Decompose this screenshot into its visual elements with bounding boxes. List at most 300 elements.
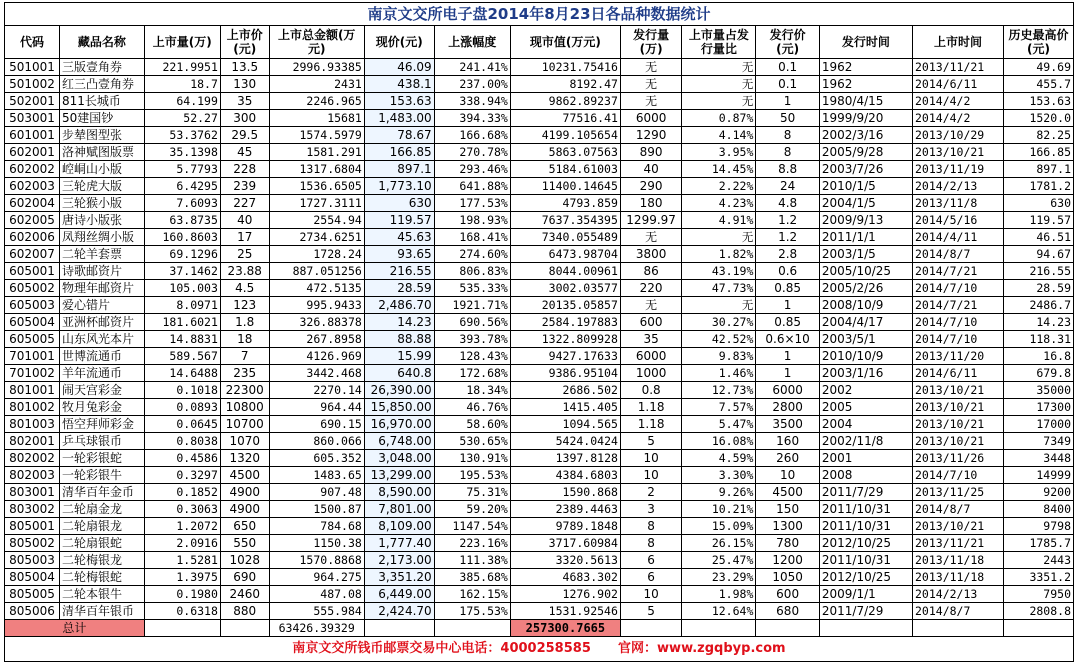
table-cell: 16.8: [1004, 348, 1074, 365]
table-row: [5, 365, 1074, 382]
table-cell: 4900: [220, 501, 269, 518]
table-cell: 1.98%: [682, 586, 756, 603]
table-cell: 1317.6804: [269, 161, 364, 178]
table-cell: 二轮扇银龙: [60, 518, 145, 535]
table-cell: 501002: [5, 76, 60, 93]
table-cell: 8,590.00: [364, 484, 434, 501]
table-cell: 806.83%: [434, 263, 510, 280]
table-cell: 221.9951: [144, 59, 220, 76]
table-cell: 14.45%: [682, 161, 756, 178]
table-cell: 2002/11/8: [819, 433, 912, 450]
column-header: 代码: [5, 26, 60, 59]
table-cell: 77516.41: [510, 110, 620, 127]
table-cell: 0.85: [756, 314, 820, 331]
table-cell: 唐诗小版张: [60, 212, 145, 229]
table-cell: 52.27: [144, 110, 220, 127]
table-cell: 1276.902: [510, 586, 620, 603]
table-cell: 诗歌邮资片: [60, 263, 145, 280]
table-cell: 0.3297: [144, 467, 220, 484]
table-cell: 2014/5/16: [913, 212, 1004, 229]
table-cell: 1094.565: [510, 416, 620, 433]
table-cell: 2011/10/31: [819, 518, 912, 535]
table-cell: 530.65%: [434, 433, 510, 450]
table-cell: 25.47%: [682, 552, 756, 569]
table-cell: 6000: [620, 110, 681, 127]
table-cell: 690: [220, 569, 269, 586]
table-cell: 690.56%: [434, 314, 510, 331]
table-cell: 3351.2: [1004, 569, 1074, 586]
table-cell: 300: [220, 110, 269, 127]
table-cell: 690.15: [269, 416, 364, 433]
table-cell: [620, 620, 681, 637]
table-cell: 无: [682, 76, 756, 93]
table-cell: 803001: [5, 484, 60, 501]
table-cell: 2554.94: [269, 212, 364, 229]
table-cell: 63.8735: [144, 212, 220, 229]
table-cell: 无: [682, 59, 756, 76]
table-cell: 清华百年金币: [60, 484, 145, 501]
table-cell: 8: [756, 144, 820, 161]
column-header: 上市总金额(万元): [269, 26, 364, 59]
table-cell: 2003/1/5: [819, 246, 912, 263]
table-cell: 2011/1/1: [819, 229, 912, 246]
table-cell: 2013/11/20: [913, 348, 1004, 365]
table-cell: 2246.965: [269, 93, 364, 110]
table-cell: [220, 620, 269, 637]
table-cell: 555.984: [269, 603, 364, 620]
table-cell: 2: [620, 484, 681, 501]
table-cell: 2014/8/7: [913, 603, 1004, 620]
table-cell: 山东风光本片: [60, 331, 145, 348]
table-cell: 15.09%: [682, 518, 756, 535]
table-cell: 2012/10/25: [819, 535, 912, 552]
table-cell: 红三凸壹角券: [60, 76, 145, 93]
table-cell: 235: [220, 365, 269, 382]
table-cell: 805003: [5, 552, 60, 569]
table-cell: 45: [220, 144, 269, 161]
table-cell: 105.003: [144, 280, 220, 297]
table-cell: 26,390.00: [364, 382, 434, 399]
table-cell: 1000: [620, 365, 681, 382]
table-cell: 0.6318: [144, 603, 220, 620]
table-cell: 641.88%: [434, 178, 510, 195]
table-cell: 18.7: [144, 76, 220, 93]
table-cell: 1570.8868: [269, 552, 364, 569]
table-cell: 801001: [5, 382, 60, 399]
table-cell: 801003: [5, 416, 60, 433]
table-cell: 1: [756, 297, 820, 314]
table-cell: 24: [756, 178, 820, 195]
table-cell: 93.65: [364, 246, 434, 263]
table-row: [5, 586, 1074, 603]
table-cell: 12.73%: [682, 382, 756, 399]
table-cell: [682, 620, 756, 637]
table-cell: 166.85: [364, 144, 434, 161]
table-cell: 227: [220, 195, 269, 212]
table-cell: 2014/8/7: [913, 501, 1004, 518]
table-cell: 40: [620, 161, 681, 178]
table-cell: 805004: [5, 569, 60, 586]
table-cell: 605002: [5, 280, 60, 297]
table-cell: 凤翔丝绸小版: [60, 229, 145, 246]
table-cell: 177.53%: [434, 195, 510, 212]
table-cell: 897.1: [1004, 161, 1074, 178]
column-header: 上市时间: [913, 26, 1004, 59]
table-row: [5, 314, 1074, 331]
table-cell: 123: [220, 297, 269, 314]
table-cell: 10.21%: [682, 501, 756, 518]
table-cell: 0.6×10: [756, 331, 820, 348]
table-cell: 2.22%: [682, 178, 756, 195]
table-cell: 153.63: [364, 93, 434, 110]
table-cell: 0.0645: [144, 416, 220, 433]
table-cell: 228: [220, 161, 269, 178]
table-row: [5, 144, 1074, 161]
table-cell: 47.73%: [682, 280, 756, 297]
table-cell: 2013/10/29: [913, 127, 1004, 144]
table-cell: 805006: [5, 603, 60, 620]
table-cell: 897.1: [364, 161, 434, 178]
table-cell: 1962: [819, 59, 912, 76]
table-cell: 4126.969: [269, 348, 364, 365]
column-header: 发行量(万): [620, 26, 681, 59]
table-cell: 7: [220, 348, 269, 365]
table-cell: 1028: [220, 552, 269, 569]
table-cell: 8: [620, 535, 681, 552]
table-cell: 2008/10/9: [819, 297, 912, 314]
table-cell: 2014/7/10: [913, 467, 1004, 484]
table-cell: 801002: [5, 399, 60, 416]
table-row: [5, 229, 1074, 246]
table-cell: 180: [620, 195, 681, 212]
table-cell: 2013/10/21: [913, 433, 1004, 450]
table-row: [5, 127, 1074, 144]
table-cell: 181.6021: [144, 314, 220, 331]
page-title: 南京文交所电子盘2014年8月23日各品种数据统计: [5, 3, 1074, 26]
table-cell: 385.68%: [434, 569, 510, 586]
table-cell: 4500: [220, 467, 269, 484]
table-cell: [756, 620, 820, 637]
table-cell: 14999: [1004, 467, 1074, 484]
table-cell: 2013/10/21: [913, 144, 1004, 161]
table-cell: 13,299.00: [364, 467, 434, 484]
table-cell: 75.31%: [434, 484, 510, 501]
table-cell: 1520.0: [1004, 110, 1074, 127]
table-cell: 10800: [220, 399, 269, 416]
table-cell: 闹天宫彩金: [60, 382, 145, 399]
table-row: [5, 535, 1074, 552]
table-cell: 784.68: [269, 518, 364, 535]
table-row: [5, 416, 1074, 433]
table-cell: 2486.7: [1004, 297, 1074, 314]
table-cell: 一轮彩银牛: [60, 467, 145, 484]
table-cell: 119.57: [1004, 212, 1074, 229]
table-cell: 2996.93385: [269, 59, 364, 76]
table-cell: 805005: [5, 586, 60, 603]
table-cell: 2011/10/31: [819, 501, 912, 518]
table-cell: 7.57%: [682, 399, 756, 416]
table-cell: 239: [220, 178, 269, 195]
title-row: [5, 3, 1074, 26]
column-header: 发行时间: [819, 26, 912, 59]
table-cell: [1004, 620, 1074, 637]
table-cell: 119.57: [364, 212, 434, 229]
table-row: [5, 93, 1074, 110]
table-cell: 1574.5979: [269, 127, 364, 144]
table-cell: 2002: [819, 382, 912, 399]
table-row: [5, 382, 1074, 399]
table-cell: 4384.6803: [510, 467, 620, 484]
table-cell: 1320: [220, 450, 269, 467]
table-cell: 二轮梅银龙: [60, 552, 145, 569]
table-row: [5, 484, 1074, 501]
table-cell: 4.5: [220, 280, 269, 297]
table-cell: 2004/4/17: [819, 314, 912, 331]
table-cell: 二轮扇银蛇: [60, 535, 145, 552]
table-cell: 162.15%: [434, 586, 510, 603]
table-cell: 2808.8: [1004, 603, 1074, 620]
table-cell: 1,777.40: [364, 535, 434, 552]
table-cell: 2010/10/9: [819, 348, 912, 365]
table-cell: 326.88378: [269, 314, 364, 331]
table-cell: 455.7: [1004, 76, 1074, 93]
table-cell: 29.5: [220, 127, 269, 144]
table-cell: 2734.6251: [269, 229, 364, 246]
table-cell: 1500.87: [269, 501, 364, 518]
table-cell: 2005/9/28: [819, 144, 912, 161]
table-cell: 1322.809928: [510, 331, 620, 348]
table-cell: 无: [682, 93, 756, 110]
table-cell: 2003/1/16: [819, 365, 912, 382]
table-cell: 195.53%: [434, 467, 510, 484]
table-cell: 17300: [1004, 399, 1074, 416]
table-cell: 2013/10/21: [913, 518, 1004, 535]
table-cell: 2014/6/11: [913, 365, 1004, 382]
table-cell: 50: [756, 110, 820, 127]
table-cell: 86: [620, 263, 681, 280]
table-cell: 7.6093: [144, 195, 220, 212]
table-cell: 6,748.00: [364, 433, 434, 450]
table-cell: 清华百年银币: [60, 603, 145, 620]
table-cell: 2460: [220, 586, 269, 603]
table-cell: 4.91%: [682, 212, 756, 229]
table-cell: 605001: [5, 263, 60, 280]
table-cell: 46.76%: [434, 399, 510, 416]
table-cell: 23.88: [220, 263, 269, 280]
table-cell: 2800: [756, 399, 820, 416]
table-cell: 5: [620, 603, 681, 620]
table-cell: 5.7793: [144, 161, 220, 178]
table-cell: 964.275: [269, 569, 364, 586]
table-cell: 10231.75416: [510, 59, 620, 76]
table-cell: 15,850.00: [364, 399, 434, 416]
table-cell: 602001: [5, 144, 60, 161]
table-cell: 2013/11/21: [913, 59, 1004, 76]
table-cell: 58.60%: [434, 416, 510, 433]
table-cell: 1299.97: [620, 212, 681, 229]
footer-row: [5, 637, 1074, 662]
table-cell: 0.6: [756, 263, 820, 280]
table-cell: 无: [620, 59, 681, 76]
table-cell: 130: [220, 76, 269, 93]
table-cell: 10700: [220, 416, 269, 433]
table-cell: 94.67: [1004, 246, 1074, 263]
table-cell: 8400: [1004, 501, 1074, 518]
table-cell: 8.0971: [144, 297, 220, 314]
table-cell: 0.1: [756, 76, 820, 93]
table-cell: 82.25: [1004, 127, 1074, 144]
table-cell: 198.93%: [434, 212, 510, 229]
table-cell: 无: [620, 297, 681, 314]
table-cell: 1050: [756, 569, 820, 586]
table-cell: 1980/4/15: [819, 93, 912, 110]
table-cell: 1200: [756, 552, 820, 569]
table-row: [5, 348, 1074, 365]
column-header: 上市量占发行量比: [682, 26, 756, 59]
table-cell: 1290: [620, 127, 681, 144]
table-cell: 18.34%: [434, 382, 510, 399]
table-cell: 802002: [5, 450, 60, 467]
table-cell: 2013/11/18: [913, 569, 1004, 586]
table-cell: 602002: [5, 161, 60, 178]
table-cell: 0.0893: [144, 399, 220, 416]
table-cell: 18: [220, 331, 269, 348]
table-cell: 130.91%: [434, 450, 510, 467]
column-header: 历史最高价(元): [1004, 26, 1074, 59]
table-cell: 43.19%: [682, 263, 756, 280]
table-cell: 4793.859: [510, 195, 620, 212]
table-cell: 2013/11/25: [913, 484, 1004, 501]
table-cell: 4900: [220, 484, 269, 501]
table-cell: 59.20%: [434, 501, 510, 518]
table-cell: 亚洲杯邮资片: [60, 314, 145, 331]
table-cell: 16.08%: [682, 433, 756, 450]
table-cell: 2005/10/25: [819, 263, 912, 280]
table-cell: 乒乓球银币: [60, 433, 145, 450]
table-cell: 1.2: [756, 212, 820, 229]
table-cell: 7349: [1004, 433, 1074, 450]
table-cell: 0.1: [756, 59, 820, 76]
table-cell: 630: [364, 195, 434, 212]
table-cell: 602006: [5, 229, 60, 246]
table-cell: 802001: [5, 433, 60, 450]
table-row: [5, 246, 1074, 263]
table-cell: 1.18: [620, 416, 681, 433]
table-cell: 8192.47: [510, 76, 620, 93]
table-row: [5, 297, 1074, 314]
table-cell: 15.99: [364, 348, 434, 365]
table-cell: 2014/4/2: [913, 93, 1004, 110]
table-cell: 1397.8128: [510, 450, 620, 467]
table-cell: 9.83%: [682, 348, 756, 365]
table-cell: 605004: [5, 314, 60, 331]
table-cell: 602003: [5, 178, 60, 195]
table-cell: 3: [620, 501, 681, 518]
table-cell: 14.8831: [144, 331, 220, 348]
table-cell: 2012/10/25: [819, 569, 912, 586]
table-cell: 35000: [1004, 382, 1074, 399]
table-cell: 2431: [269, 76, 364, 93]
table-cell: 53.3762: [144, 127, 220, 144]
table-cell: 0.1980: [144, 586, 220, 603]
table-cell: 12.64%: [682, 603, 756, 620]
table-cell: 50建国钞: [60, 110, 145, 127]
table-cell: 25: [220, 246, 269, 263]
table-cell: 3717.60984: [510, 535, 620, 552]
table-cell: 3500: [756, 416, 820, 433]
table-row: [5, 263, 1074, 280]
table-cell: 2.0916: [144, 535, 220, 552]
column-header: 藏品名称: [60, 26, 145, 59]
table-cell: 9862.89237: [510, 93, 620, 110]
table-cell: 394.33%: [434, 110, 510, 127]
table-cell: 0.1018: [144, 382, 220, 399]
table-cell: 2014/7/21: [913, 263, 1004, 280]
table-cell: 175.53%: [434, 603, 510, 620]
table-cell: 890: [620, 144, 681, 161]
table-cell: 7637.354395: [510, 212, 620, 229]
table-cell: 1.5281: [144, 552, 220, 569]
table-cell: 2013/11/21: [913, 535, 1004, 552]
table-cell: 2270.14: [269, 382, 364, 399]
table-cell: 9386.95104: [510, 365, 620, 382]
table-cell: 602004: [5, 195, 60, 212]
table-cell: 崆峒山小版: [60, 161, 145, 178]
table-cell: 602005: [5, 212, 60, 229]
table-cell: 1483.65: [269, 467, 364, 484]
table-cell: 悟空拜师彩金: [60, 416, 145, 433]
table-cell: 物理年邮资片: [60, 280, 145, 297]
table-cell: 步辇图型张: [60, 127, 145, 144]
table-cell: 650: [220, 518, 269, 535]
table-cell: 7950: [1004, 586, 1074, 603]
table-cell: 293.46%: [434, 161, 510, 178]
table-cell: 0.8: [620, 382, 681, 399]
table-cell: 9798: [1004, 518, 1074, 535]
table-cell: 1.18: [620, 399, 681, 416]
table-cell: 6473.98704: [510, 246, 620, 263]
table-cell: 2009/1/1: [819, 586, 912, 603]
table-cell: [144, 620, 220, 637]
table-row: [5, 76, 1074, 93]
table-cell: 501001: [5, 59, 60, 76]
table-cell: 860.066: [269, 433, 364, 450]
table-cell: 550: [220, 535, 269, 552]
table-cell: 2014/6/11: [913, 76, 1004, 93]
stats-table: [4, 2, 1074, 662]
table-cell: 220: [620, 280, 681, 297]
table-cell: 153.63: [1004, 93, 1074, 110]
footer-site-url: www.zgqbyp.com: [657, 641, 786, 656]
table-cell: 805001: [5, 518, 60, 535]
table-cell: 128.43%: [434, 348, 510, 365]
total-label: 总计: [5, 620, 145, 637]
table-row: [5, 450, 1074, 467]
table-cell: 338.94%: [434, 93, 510, 110]
table-cell: 160.8603: [144, 229, 220, 246]
table-cell: 1415.405: [510, 399, 620, 416]
table-cell: 589.567: [144, 348, 220, 365]
table-cell: 2014/2/13: [913, 586, 1004, 603]
table-cell: 1536.6505: [269, 178, 364, 195]
table-cell: 811长城币: [60, 93, 145, 110]
table-cell: 2,424.70: [364, 603, 434, 620]
table-cell: 535.33%: [434, 280, 510, 297]
table-cell: 23.29%: [682, 569, 756, 586]
table-cell: 0.85: [756, 280, 820, 297]
table-cell: 1.46%: [682, 365, 756, 382]
table-cell: 3442.468: [269, 365, 364, 382]
